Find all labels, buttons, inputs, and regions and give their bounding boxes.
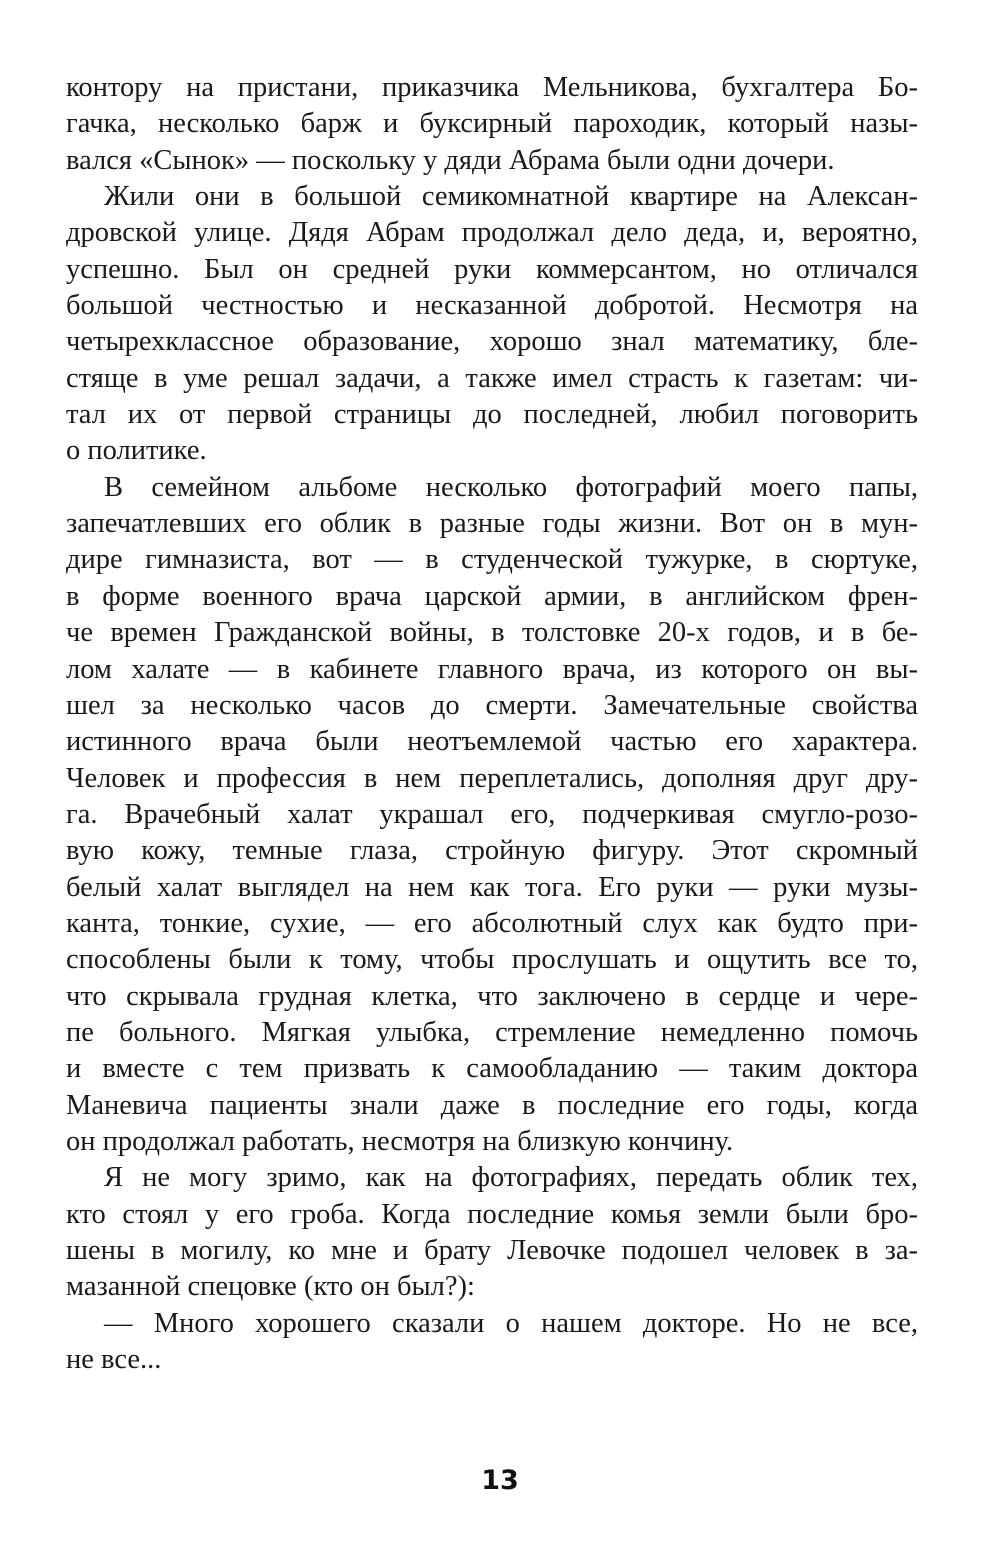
page-number: 13 [481,1465,519,1496]
text-line: га. Врачебный халат украшал его, подчеркивая смугло-розо- [66,798,918,830]
text-line: стяще в уме решал задачи, а также имел страсть к газетам: чи- [66,362,918,394]
text-line: кто стоял у его гроба. Когда последние комья земли были бро- [66,1198,918,1230]
text-line: способлены были к тому, чтобы прослушать и ощутить все то, [66,944,918,976]
text-line: четырехклассное образование, хорошо знал математику, бле- [66,326,918,358]
text-line: большой честностью и несказанной добротой. Несмотря на [66,290,918,322]
text-line: Жили они в большой семикомнатной квартире на Алексан- [104,181,918,213]
text-line: вую кожу, темные глаза, стройную фигуру. Этот скромный [66,835,918,867]
text-line: канта, тонкие, сухие, — его абсолютный слух как будто при- [66,907,918,939]
text-line: истинного врача были неотъемлемой частью его характера. [66,726,918,758]
text-line: Маневича пациенты знали даже в последние его годы, когда [66,1089,918,1121]
text-line: че времен Гражданской войны, в толстовке 20-х годов, и в бе- [66,617,918,649]
text-line: он продолжал работать, несмотря на близкую кончину. [66,1125,734,1157]
text-line: о политике. [66,435,207,467]
text-line: дровской улице. Дядя Абрам продолжал дело деда, и, вероятно, [66,217,918,249]
text-line: тал их от первой страницы до последней, любил поговорить [66,399,918,431]
text-line: В семейном альбоме несколько фотографий моего папы, [104,471,918,503]
text-line: что скрывала грудная клетка, что заключено в сердце и чере- [66,980,918,1012]
text-line: запечатлевших его облик в разные годы жизни. Вот он в мун- [66,508,918,540]
text-line: контору на пристани, приказчика Мельникова, бухгалтера Бо- [66,72,918,103]
text-line: шел за несколько часов до смерти. Замечательные свойства [66,689,918,721]
text-line: — Много хорошего сказали о нашем докторе. Но не все, [104,1307,918,1339]
text-line: дире гимназиста, вот — в студенческой тужурке, в сюртуке, [66,544,918,576]
text-line: вался «Сынок» — поскольку у дяди Абрама были одни дочери. [66,144,835,176]
text-line: гачка, несколько барж и буксирный пароходик, который назы- [66,108,918,140]
text-line: в форме военного врача царской армии, в английском френ- [66,580,918,612]
text-line: белый халат выглядел на нем как тога. Его руки — руки музы- [66,871,918,903]
text-line: пе больного. Мягкая улыбка, стремление немедленно помочь [66,1016,918,1048]
text-line: успешно. Был он средней руки коммерсантом, но отличался [66,253,918,285]
text-line: мазанной спецовке (кто он был?): [66,1271,475,1303]
body-text [66,70,918,1378]
text-line: шены в могилу, ко мне и брату Левочке подошел человек в за- [66,1235,918,1266]
text-line: не все... [66,1344,162,1376]
text-line: лом халате — в кабинете главного врача, из которого он вы- [66,653,918,685]
text-line: Человек и профессия в нем переплетались, дополняя друг дру- [66,762,918,794]
text-line: Я не могу зримо, как на фотографиях, передать облик тех, [104,1162,918,1194]
text-line: и вместе с тем призвать к самообладанию — таким доктора [66,1053,918,1085]
